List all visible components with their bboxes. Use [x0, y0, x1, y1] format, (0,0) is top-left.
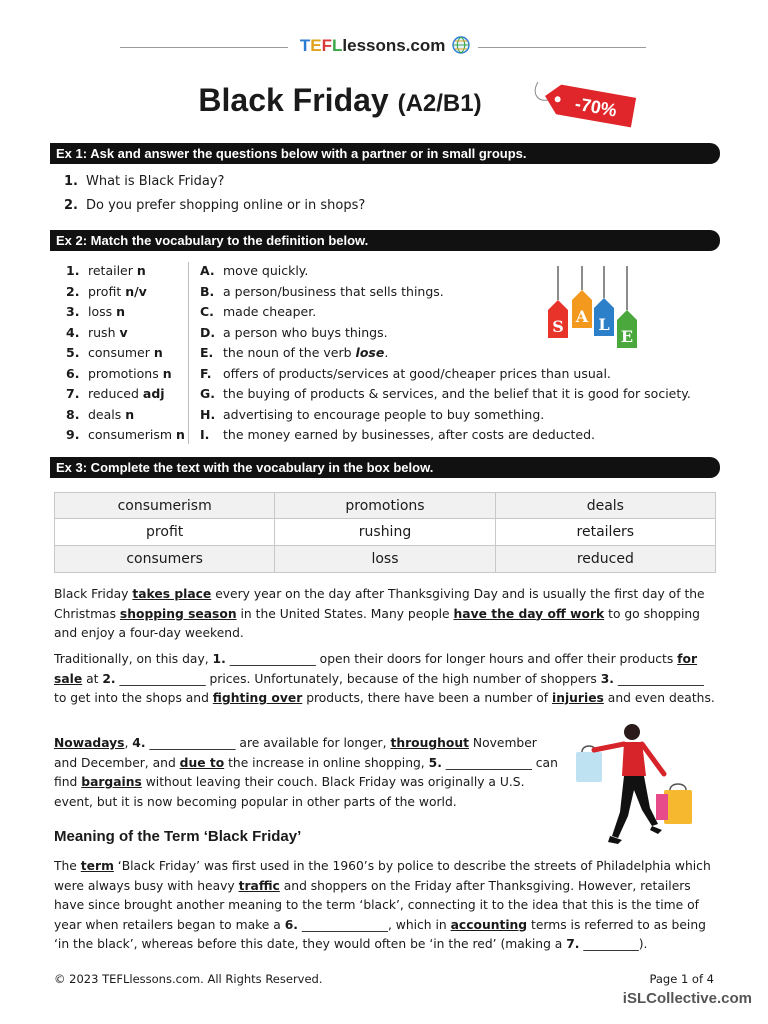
copyright-text: © 2023 TEFLlessons.com. All Rights Reserved.: [54, 972, 323, 986]
title-level: (A2/B1): [397, 90, 482, 117]
logo-letter-t: T: [299, 36, 311, 55]
sale-letter: E: [620, 327, 634, 346]
sale-letter: L: [598, 315, 610, 334]
paragraph-3: Nowadays, 4. ______________ are available for longer, throughout November and December, and due to the increase in online shopping, 5. ______________ can find bargains without leaving their couch. Black Friday was originally a U.S. event, but it is now becoming popular in other parts of the world.: [54, 736, 558, 809]
page-number: Page 1 of 4: [649, 972, 714, 986]
word-box-cell: rushing: [275, 519, 495, 546]
shopper-illustration: [572, 720, 700, 854]
word-box-row: [55, 546, 716, 573]
word-box-row: [55, 493, 716, 519]
price-tag-text: -70%: [573, 93, 619, 121]
ex3-header: Ex 3: Complete the text with the vocabulary in the box below.: [50, 457, 720, 478]
sale-tags-icon: [540, 266, 644, 354]
footer: [54, 972, 714, 986]
question-text: What is Black Friday?: [86, 174, 225, 189]
logo-letter-e: E: [310, 36, 322, 55]
globe-icon: [452, 36, 470, 54]
question-1: [64, 174, 224, 189]
question-number: 2.: [64, 198, 78, 213]
ex2-header: Ex 2: Match the vocabulary to the definition below.: [50, 230, 720, 251]
word-box-cell: reduced: [495, 546, 715, 573]
word-box-cell: consumers: [55, 546, 275, 573]
question-text: Do you prefer shopping online or in shops?: [86, 198, 366, 213]
word-box-cell: promotions: [275, 493, 495, 519]
title-main: Black Friday: [198, 82, 389, 118]
column-divider: [188, 262, 189, 444]
word-box-cell: deals: [495, 493, 715, 519]
logo-letter-l: L: [332, 36, 343, 55]
brand-header: [120, 36, 646, 58]
sale-letter: A: [575, 307, 589, 326]
word-box-cell: consumerism: [55, 493, 275, 519]
word-box: [54, 492, 716, 573]
watermark: iSLCollective.com: [622, 990, 752, 1007]
paragraph-1: Black Friday takes place every year on the day after Thanksgiving Day and is usually the first day of the Christmas shopping season in the United States. Many people have the day off work to go shopping and enjoy a four-day weekend.: [54, 587, 705, 640]
section-heading: Meaning of the Term ‘Black Friday’: [54, 828, 302, 845]
price-tag-icon: [530, 78, 642, 130]
word-box-cell: loss: [275, 546, 495, 573]
logo-text: lessons.com: [342, 36, 446, 55]
paragraph-2: Traditionally, on this day, 1. ______________ open their doors for longer hours and offer their products for sale at 2. ______________ prices. Unfortunately, because of the high number of shoppers 3. ______________ to get into the shops and fighting over products, there have been a number of injuries and even deaths.: [54, 652, 715, 705]
paragraph-4: The term ‘Black Friday’ was first used in the 1960’s by police to describe the streets of Philadelphia which were always busy with heavy traffic and shoppers on the Friday after Thanksgiving. However, retailers have since brought another meaning to the term ‘black’, connecting it to the idea that this is the time of year when retailers began to make a 6. ______________, which in accounting terms is referred to as being ‘in the black’, whereas before this date, they would often be ‘in the red’ (making a 7. _________).: [54, 859, 711, 951]
divider-left: [120, 47, 288, 48]
logo-letter-f: F: [321, 36, 332, 55]
divider-right: [478, 47, 646, 48]
word-box-cell: retailers: [495, 519, 715, 546]
question-2: [64, 198, 365, 213]
sale-letter: S: [552, 317, 564, 336]
site-logo: [292, 36, 478, 56]
question-number: 1.: [64, 174, 78, 189]
word-box-cell: profit: [55, 519, 275, 546]
ex1-header: Ex 1: Ask and answer the questions below with a partner or in small groups.: [50, 143, 720, 164]
word-box-row: [55, 519, 716, 546]
